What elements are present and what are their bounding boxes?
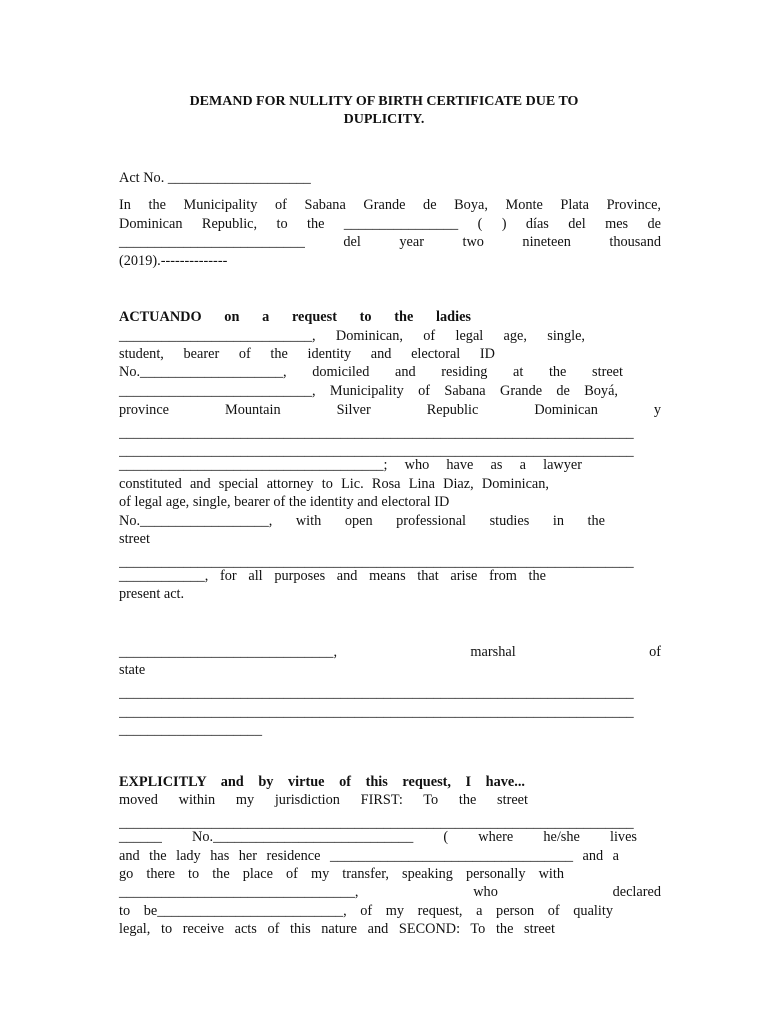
actuando-line: _____________________________________; who have as a lawyer — [119, 457, 582, 473]
actuando-line: student, bearer of the identity and electoral ID — [119, 346, 495, 362]
intro-line: (2019).-------------- — [119, 253, 228, 269]
actuando-line: of legal age, single, bearer of the identity and electoral ID — [119, 494, 450, 510]
intro-line: Dominican Republic, to the ________________ ( ) días del mes de — [119, 216, 661, 232]
intro-line: __________________________ del year two nineteen thousand — [119, 234, 661, 250]
actuando-line: present act. — [119, 586, 185, 602]
explicitly-line: go there to the place of my transfer, speaking personally with — [119, 866, 564, 882]
actuando-line: ___________________________, Dominican, of legal age, single, — [119, 328, 585, 344]
document-title-line-1: DEMAND FOR NULLITY OF BIRTH CERTIFICATE DUE TO — [189, 94, 579, 109]
marshal-blank-line: ________________________________________________________________________ — [119, 685, 634, 701]
explicitly-line: _________________________________, who declared — [119, 884, 661, 900]
explicitly-line: to be__________________________, of my request, a person of quality — [119, 903, 613, 919]
explicitly-line: ______ No.____________________________ ( where he/she lives — [119, 829, 637, 845]
marshal-line: ______________________________, marshal of — [119, 644, 661, 660]
marshal-blank-line: ________________________________________________________________________ — [119, 704, 634, 720]
actuando-line: ____________, for all purposes and means that arise from the — [119, 568, 546, 584]
actuando-line: ___________________________, Municipality of Sabana Grande de Boyá, — [119, 383, 618, 399]
intro-line: In the Municipality of Sabana Grande de Boya, Monte Plata Province, — [119, 197, 661, 213]
marshal-blank-line: ____________________ — [119, 722, 262, 738]
actuando-blank-line: ________________________________________________________________________ — [119, 425, 634, 441]
explicitly-heading: EXPLICITLY and by virtue of this request, I have... — [119, 774, 525, 790]
actuando-blank-line: ________________________________________________________________________ — [119, 554, 634, 570]
actuando-blank-line: ________________________________________________________________________ — [119, 443, 634, 459]
actuando-line: street — [119, 531, 150, 547]
actuando-line: No.____________________, domiciled and residing at the street — [119, 364, 623, 380]
actuando-line: province Mountain Silver Republic Dominican y — [119, 402, 661, 418]
explicitly-line: legal, to receive acts of this nature and SECOND: To the street — [119, 921, 555, 937]
actuando-heading: ACTUANDO on a request to the ladies — [119, 309, 471, 325]
explicitly-line: moved within my jurisdiction FIRST: To the street — [119, 792, 528, 808]
act-number-line: Act No. ____________________ — [119, 170, 311, 186]
explicitly-line: and the lady has her residence __________________________________ and a — [119, 848, 619, 864]
actuando-line: No.__________________, with open professional studies in the — [119, 513, 605, 529]
explicitly-blank-line: ________________________________________________________________________ — [119, 815, 634, 831]
document-title-line-2: DUPLICITY. — [343, 112, 425, 127]
marshal-line: state — [119, 662, 146, 678]
actuando-line: constituted and special attorney to Lic. Rosa Lina Diaz, Dominican, — [119, 476, 549, 492]
